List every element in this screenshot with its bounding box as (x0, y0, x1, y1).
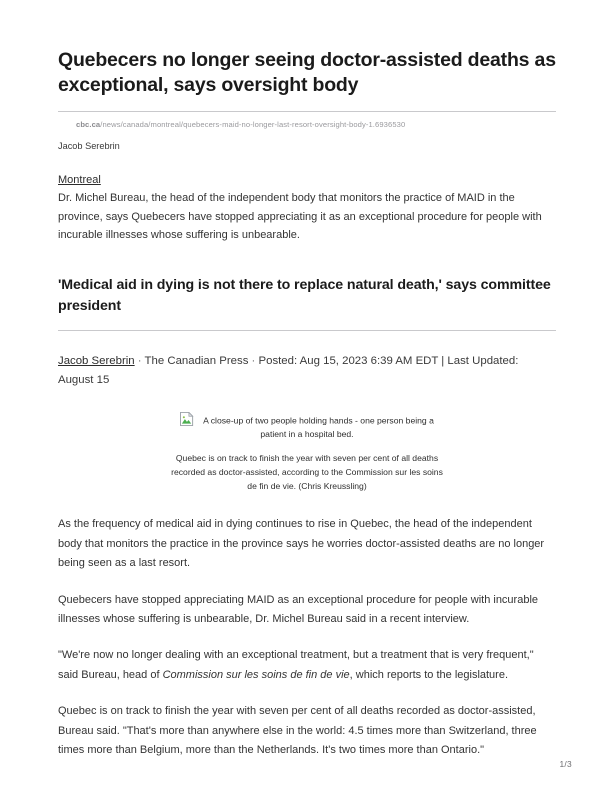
sub-headline-divider (58, 330, 556, 331)
article-figure (168, 414, 446, 494)
sub-headline: 'Medical aid in dying is not there to replace natural death,' says committee president (58, 276, 551, 314)
dateline-place-link[interactable]: Montreal (58, 174, 101, 186)
figure-alt-row (168, 414, 446, 442)
body-paragraph: As the frequency of medical aid in dying continues to rise in Quebec, the head of the independent body that monitors the practice in the province says he worries doctor-assisted deaths are no longer being seen as a last resort. (58, 518, 545, 570)
credit-line (58, 352, 556, 390)
figure-caption: Quebec is on track to finish the year with seven per cent of all deaths recorded as doctor-assisted, according to the Commission sur les soins de fin de vie. (Chris Kreussling) (171, 453, 443, 491)
article-body (58, 515, 556, 760)
source-url-domain: cbc.ca (76, 120, 101, 129)
credit-separator-2: · (248, 354, 259, 367)
body-paragraph: Quebec is on track to finish the year with seven per cent of all deaths recorded as doctor-assisted, Bureau said. "That's more than anywhere else in the world: 4.5 times more than Switzerland, three times more than Belgium, more than the Netherlands. It's two times more than Ontario." (58, 705, 537, 757)
body-paragraph-quote (58, 646, 556, 685)
organization-name: Commission sur les soins de fin de vie (162, 668, 350, 681)
broken-image-icon (180, 412, 195, 426)
article-content (58, 48, 556, 760)
source-url (76, 119, 556, 131)
source-url-path: /news/canada/montreal/quebecers-maid-no-longer-last-resort-oversight-body-1.6936530 (100, 120, 406, 129)
credit-author-link[interactable]: Jacob Serebrin (58, 354, 135, 367)
body-paragraph: Quebecers have stopped appreciating MAID as an exceptional procedure for people with incurable illnesses whose suffering is unbearable, Dr. Michel Bureau said in a recent interview. (58, 593, 539, 626)
standfirst-text: Dr. Michel Bureau, the head of the independent body that monitors the practice of MAID in the province, says Quebecers have stopped appreciating it as an exceptional procedure for people with incurable illnesses whose suffering is unbearable. (58, 192, 542, 241)
title-divider (58, 111, 556, 112)
dateline-block (58, 170, 556, 245)
page-title: Quebecers no longer seeing doctor-assisted deaths as exceptional, says oversight body (58, 49, 556, 96)
page-number-indicator: 1/3 (559, 759, 572, 769)
credit-agency: The Canadian Press (144, 354, 249, 367)
credit-separator-1: · (134, 354, 145, 367)
credit-timestamp: Posted: Aug 15, 2023 6:39 AM EDT | Last Updated: August 15 (58, 354, 519, 386)
quote-text-before: "We're now no longer dealing with an exceptional treatment, but a treatment that is very frequent," said Bureau, head of (58, 649, 534, 681)
byline-author: Jacob Serebrin (58, 141, 120, 151)
quote-text-after: , which reports to the legislature. (349, 668, 509, 681)
figure-alt-text: A close-up of two people holding hands - one person being a patient in a hospital bed. (203, 414, 434, 439)
